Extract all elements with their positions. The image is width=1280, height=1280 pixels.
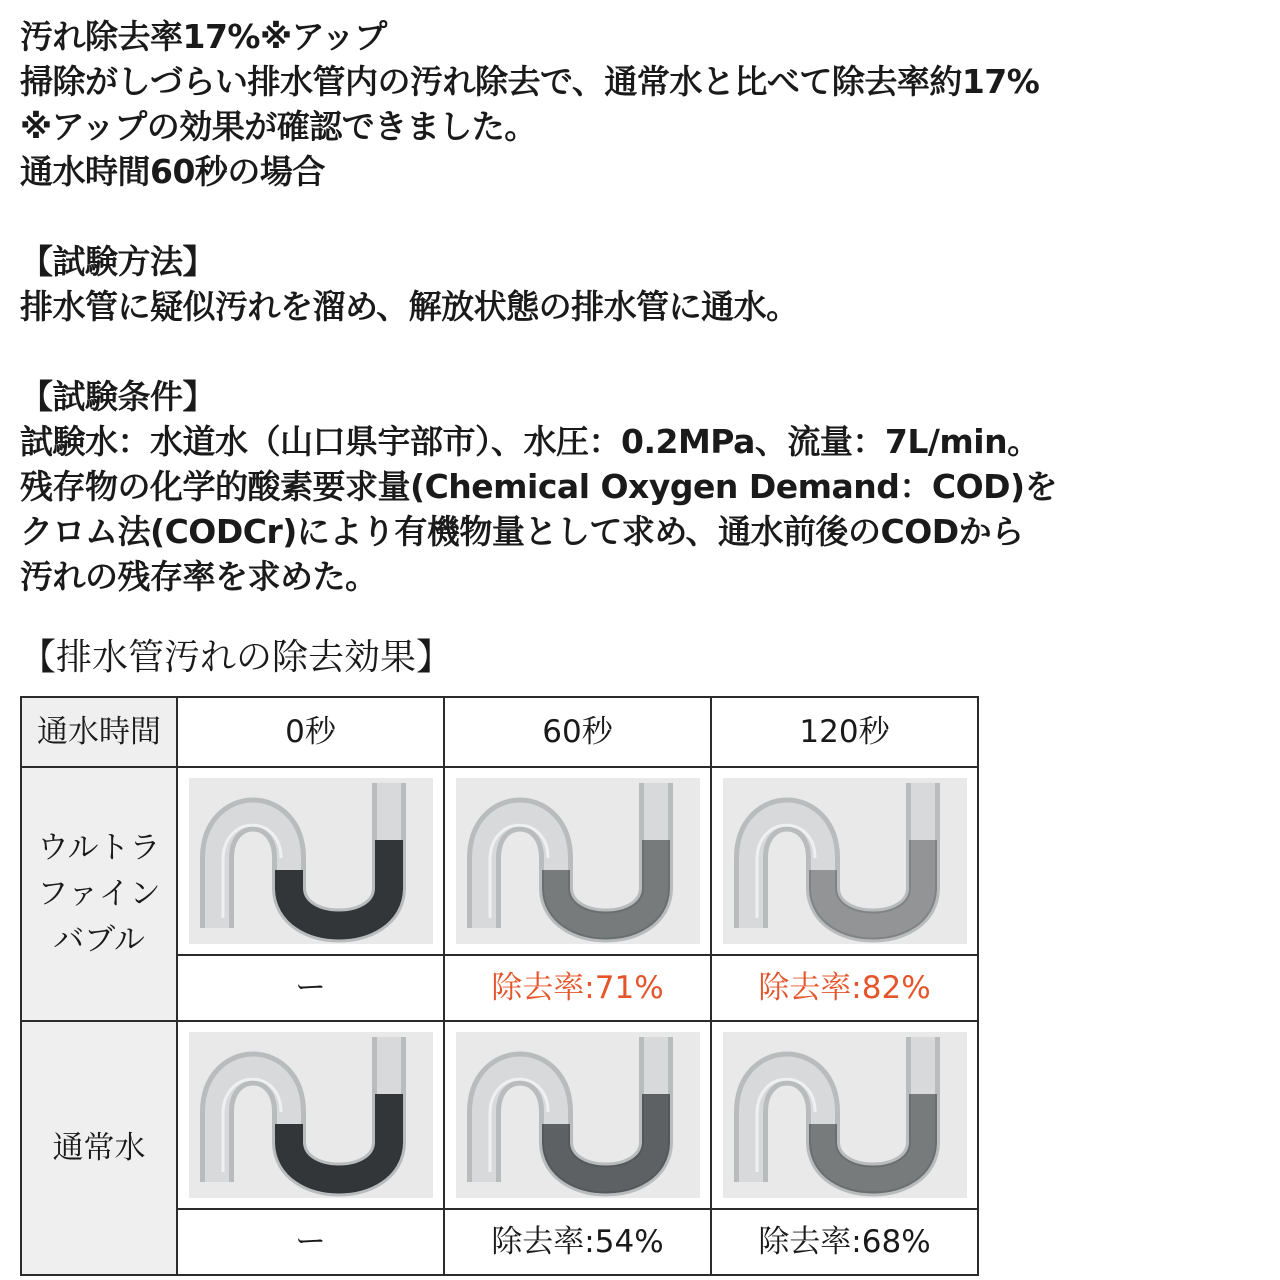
conditions-line-2: 残存物の化学的酸素要求量(Chemical Oxygen Demand：COD)を (20, 467, 1058, 506)
section-title: 【排水管汚れの除去効果】 (20, 637, 453, 678)
conditions-line-1: 試験水：水道水（山口県宇部市）、水圧：0.2MPa、流量：7L/min。 (20, 422, 1040, 461)
result-value: 除去率:68% (711, 1209, 978, 1275)
conditions-heading: 【試験条件】 (20, 377, 215, 416)
pipe-photo (723, 1032, 967, 1198)
pipe-photo (723, 778, 967, 944)
row-label-line: バブル (53, 922, 145, 958)
table-row-photos (21, 1021, 978, 1209)
conditions-line-3: クロム法(CODCr)により有機物量として求め、通水前後のCODから (20, 512, 1024, 551)
table-header-row (21, 697, 978, 767)
column-header: 120秒 (711, 697, 978, 767)
s-trap-pipe-photo (456, 1032, 700, 1198)
column-header: 60秒 (444, 697, 711, 767)
s-trap-pipe-photo (723, 1032, 967, 1198)
result-value-highlight: 除去率:71% (444, 955, 711, 1021)
intro-line-1: 掃除がしづらい排水管内の汚れ除去で、通常水と比べて除去率約17% (20, 62, 1040, 101)
pipe-photo (189, 778, 433, 944)
headline: 汚れ除去率17%※アップ (20, 17, 387, 56)
intro-text (20, 14, 1260, 599)
s-trap-pipe-photo (456, 778, 700, 944)
results-table (20, 696, 979, 1276)
table-row-photos (21, 767, 978, 955)
pipe-photo (456, 1032, 700, 1198)
intro-line-3: 通水時間60秒の場合 (20, 152, 325, 191)
s-trap-pipe-photo (723, 778, 967, 944)
pipe-photo (189, 1032, 433, 1198)
row-label-line: ウルトラ (37, 830, 161, 866)
row-label-line: 通常水 (52, 1130, 146, 1166)
header-label: 通水時間 (21, 697, 177, 767)
intro-line-2: ※アップの効果が確認できました。 (20, 107, 537, 146)
conditions-line-4: 汚れの残存率を求めた。 (20, 557, 378, 596)
result-value: ー (177, 955, 444, 1021)
method-heading: 【試験方法】 (20, 242, 215, 281)
s-trap-pipe-photo (189, 778, 433, 944)
method-text: 排水管に疑似汚れを溜め、解放状態の排水管に通水。 (20, 287, 799, 326)
column-header: 0秒 (177, 697, 444, 767)
row-label-line: ファイン (37, 876, 161, 912)
row-label-normal-water (21, 1021, 177, 1275)
pipe-photo (456, 778, 700, 944)
row-label-ultrafine (21, 767, 177, 1021)
result-value: 除去率:54% (444, 1209, 711, 1275)
result-value-highlight: 除去率:82% (711, 955, 978, 1021)
result-value: ー (177, 1209, 444, 1275)
s-trap-pipe-photo (189, 1032, 433, 1198)
